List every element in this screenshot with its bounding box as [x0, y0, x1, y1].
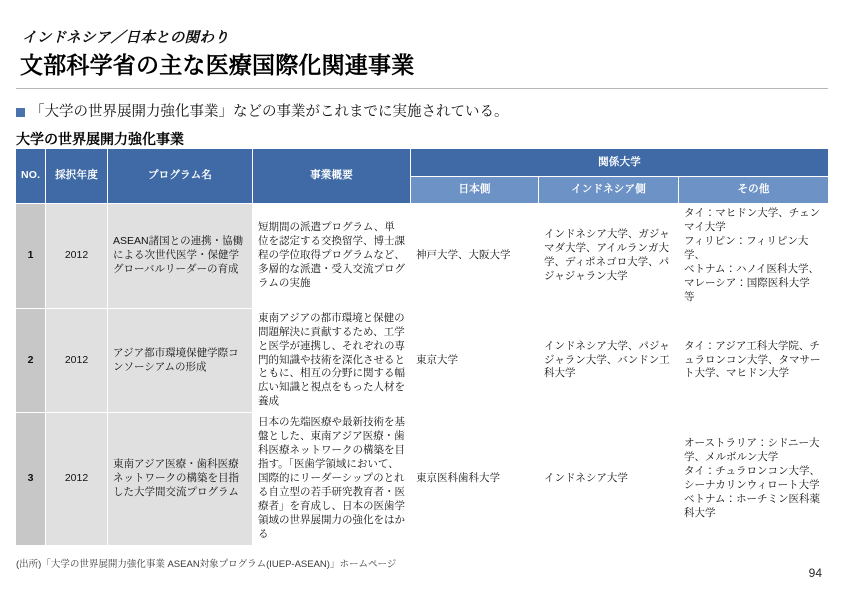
table-container — [15, 148, 828, 546]
table-row — [16, 308, 829, 413]
cell-summary: 東南アジアの都市環境と保健の問題解決に貢献するため、工学と医学が連携し、それぞれの専門的知識や技術を深化させるとともに、相互の分野に関する幅広い知識と視点をもった人材を養成 — [253, 308, 411, 413]
cell-year: 2012 — [46, 308, 108, 413]
cell-program: 東南アジア医療・歯科医療ネットワークの構築を目指した大学間交流プログラム — [108, 413, 253, 546]
cell-no: 1 — [16, 204, 46, 309]
bullet-line — [16, 103, 509, 122]
section-label: 大学の世界展開力強化事業 — [16, 131, 184, 147]
bullet-square-icon — [16, 108, 25, 117]
cell-program: アジア都市環境保健学際コンソーシアムの形成 — [108, 308, 253, 413]
cell-japan-side: 東京医科歯科大学 — [411, 413, 539, 546]
cell-japan-side: 東京大学 — [411, 308, 539, 413]
table-row — [16, 413, 829, 546]
table-head — [16, 149, 829, 204]
source-note: (出所)「大学の世界展開力強化事業 ASEAN対象プログラム(IUEP-ASEAN)」ホームページ — [16, 559, 397, 570]
cell-no: 2 — [16, 308, 46, 413]
table-row — [16, 204, 829, 309]
slide-kicker: インドネシア／日本との関わり — [22, 30, 230, 46]
cell-other: タイ：マヒドン大学、チェンマイ大学 フィリピン：フィリピン大学、 ベトナム：ハノイ医科大学、 マレーシア：国際医科大学 等 — [679, 204, 829, 309]
bullet-text: 「大学の世界展開力強化事業」などの事業がこれまでに実施されている。 — [30, 104, 509, 120]
cell-summary: 短期間の派遣プログラム、単位を認定する交換留学、博士課程の学位取得プログラムなど、多層的な派遣・受入交流プログラムの実施 — [253, 204, 411, 309]
programs-table — [15, 148, 829, 546]
col-header-program: プログラム名 — [108, 149, 253, 204]
cell-other: オーストラリア：シドニー大学、メルボルン大学 タイ：チュラロンコン大学、シーナカリンウィロート大学 ベトナム：ホーチミン医科薬科大学 — [679, 413, 829, 546]
col-header-indonesia-side: インドネシア側 — [539, 177, 679, 204]
cell-summary: 日本の先端医療や最新技術を基盤とした、東南アジア医療・歯科医療ネットワークの構築を目指す。「医歯学領域において、国際的にリーダーシップのとれる自立型の若手研究教育者・医療者」を育成し、日本の医歯学領域の世界展開力の強化をはかる — [253, 413, 411, 546]
col-header-japan-side: 日本側 — [411, 177, 539, 204]
cell-program: ASEAN諸国との連携・協働による次世代医学・保健学グローバルリーダーの育成 — [108, 204, 253, 309]
col-header-year: 採択年度 — [46, 149, 108, 204]
page-title: 文部科学省の主な医療国際化関連事業 — [20, 52, 415, 78]
cell-japan-side: 神戸大学、大阪大学 — [411, 204, 539, 309]
col-header-other: その他 — [679, 177, 829, 204]
cell-year: 2012 — [46, 204, 108, 309]
cell-other: タイ：アジア工科大学院、チュラロンコン大学、タマサート大学、マヒドン大学 — [679, 308, 829, 413]
cell-year: 2012 — [46, 413, 108, 546]
page-number: 94 — [808, 566, 822, 580]
table-header-row-1 — [16, 149, 829, 177]
cell-indonesia-side: インドネシア大学、パジャジャラン大学、バンドン工科大学 — [539, 308, 679, 413]
table-body — [16, 204, 829, 546]
title-divider — [16, 88, 828, 89]
col-header-no: NO. — [16, 149, 46, 204]
col-header-related-universities: 関係大学 — [411, 149, 829, 177]
cell-no: 3 — [16, 413, 46, 546]
cell-indonesia-side: インドネシア大学、ガジャマダ大学、アイルランガ大学、ディポネゴロ大学、パジャジャラン大学 — [539, 204, 679, 309]
col-header-summary: 事業概要 — [253, 149, 411, 204]
cell-indonesia-side: インドネシア大学 — [539, 413, 679, 546]
